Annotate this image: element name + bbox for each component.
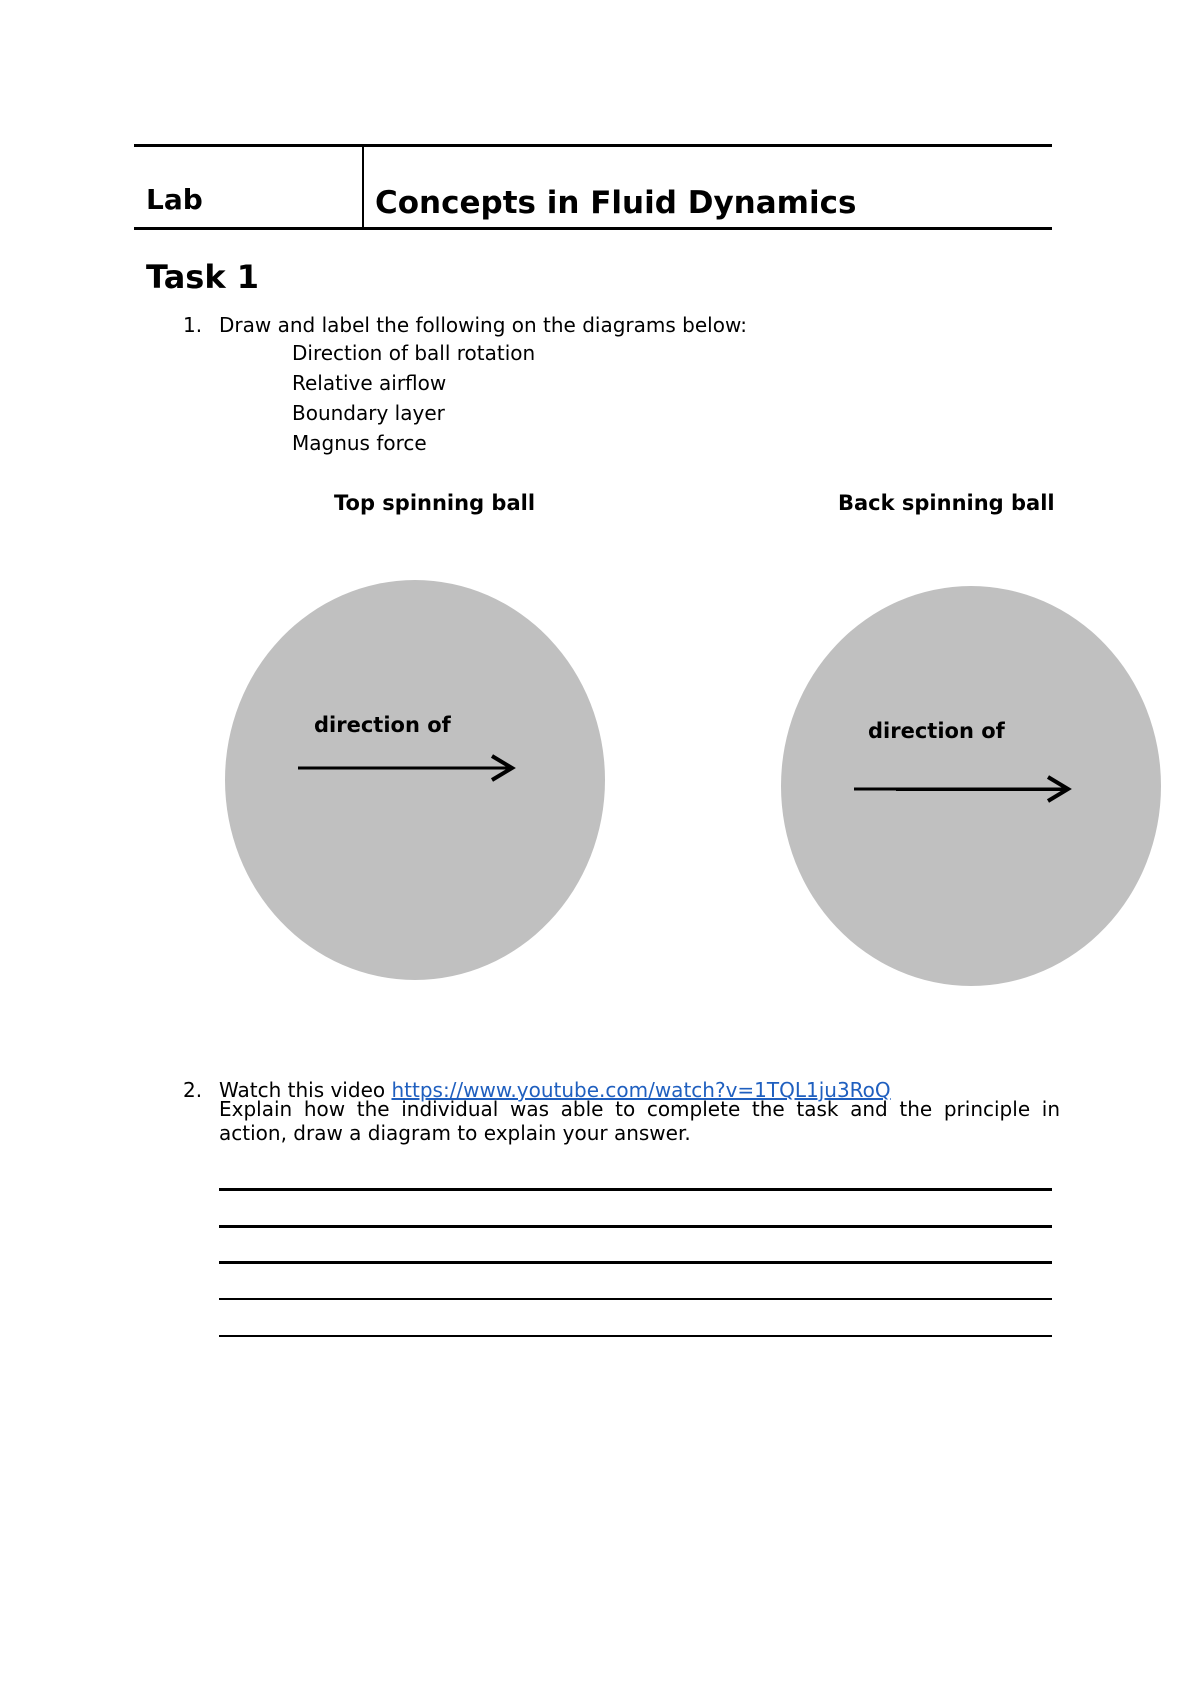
question-1-number: 1. xyxy=(183,313,203,337)
back-spinning-ball-diagram xyxy=(776,581,1166,991)
document-title: Concepts in Fluid Dynamics xyxy=(375,185,857,221)
task-heading: Task 1 xyxy=(146,258,260,296)
question-2-number: 2. xyxy=(183,1078,203,1102)
ball-shape xyxy=(781,586,1161,986)
back-spin-caption: Back spinning ball xyxy=(838,491,1055,515)
answer-line[interactable] xyxy=(219,1335,1052,1337)
list-item: Direction of ball rotation xyxy=(292,341,536,365)
answer-line[interactable] xyxy=(219,1188,1052,1191)
answer-line[interactable] xyxy=(219,1261,1052,1264)
video-link[interactable]: https://www.youtube.com/watch?v=1TQL1ju3RoQ xyxy=(391,1078,891,1102)
question-1-prompt: Draw and label the following on the diagrams below: xyxy=(219,313,747,337)
answer-line[interactable] xyxy=(219,1298,1052,1300)
header-lab-label: Lab xyxy=(146,183,203,216)
header-table xyxy=(134,144,1052,230)
top-spinning-ball-diagram xyxy=(220,575,610,985)
answer-line[interactable] xyxy=(219,1225,1052,1228)
ball-shape xyxy=(225,580,605,980)
question-2-intro: Watch this video xyxy=(219,1078,392,1102)
direction-label: direction of xyxy=(868,719,1005,743)
question-2-instruction: Explain how the individual was able to complete the task and the principle in action, draw a diagram to explain your answer. xyxy=(219,1097,1060,1145)
header-divider xyxy=(362,147,364,227)
list-item: Magnus force xyxy=(292,431,427,455)
top-spin-caption: Top spinning ball xyxy=(334,491,536,515)
direction-label: direction of xyxy=(314,713,451,737)
list-item: Boundary layer xyxy=(292,401,445,425)
list-item: Relative airflow xyxy=(292,371,447,395)
